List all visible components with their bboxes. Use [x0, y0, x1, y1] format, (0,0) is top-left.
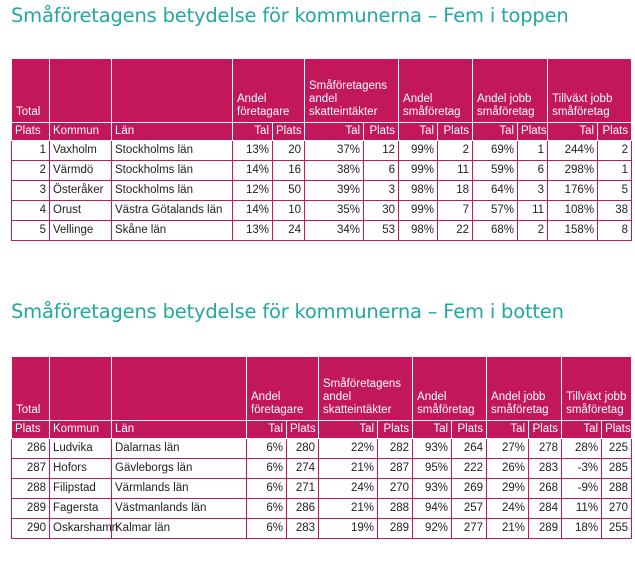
cell-jobb-tal: 27% — [487, 439, 529, 459]
cell-jobb-plats: 3 — [518, 181, 548, 201]
cell-smaforetag-tal: 95% — [413, 459, 452, 479]
cell-skatt-tal: 35% — [305, 201, 364, 221]
cell-foretagare-tal: 6% — [247, 459, 287, 479]
subheader-plats: Plats — [438, 123, 473, 141]
cell-tillvaxt-tal: 158% — [548, 221, 598, 241]
cell-kommun: Orust — [50, 201, 112, 221]
cell-lan: Stockholms län — [112, 181, 233, 201]
cell-skatt-plats: 6 — [364, 161, 399, 181]
subheader-tal: Tal — [473, 123, 518, 141]
cell-jobb-tal: 68% — [473, 221, 518, 241]
table-row — [12, 201, 632, 221]
cell-smaforetag-plats: 18 — [438, 181, 473, 201]
subheader-lan: Län — [112, 421, 247, 439]
header-tillvaxt: Tillväxt jobb småföretag — [562, 357, 632, 421]
cell-jobb-plats: 278 — [529, 439, 562, 459]
cell-tillvaxt-plats: 288 — [602, 479, 632, 499]
cell-foretagare-plats: 10 — [273, 201, 305, 221]
bottom-table-body — [12, 439, 632, 539]
cell-smaforetag-plats: 11 — [438, 161, 473, 181]
cell-tillvaxt-tal: 28% — [562, 439, 602, 459]
subheader-plats: Plats — [529, 421, 562, 439]
cell-smaforetag-plats: 269 — [452, 479, 487, 499]
cell-lan: Kalmar län — [112, 519, 247, 539]
cell-foretagare-plats: 271 — [287, 479, 319, 499]
subheader-kommun: Kommun — [50, 421, 112, 439]
cell-smaforetag-plats: 277 — [452, 519, 487, 539]
subheader-plats: Plats — [452, 421, 487, 439]
cell-jobb-plats: 6 — [518, 161, 548, 181]
cell-foretagare-plats: 286 — [287, 499, 319, 519]
cell-smaforetag-plats: 7 — [438, 201, 473, 221]
header-andel-jobb: Andel jobb småföretag — [487, 357, 562, 421]
cell-kommun: Filipstad — [50, 479, 112, 499]
table-row — [12, 479, 632, 499]
cell-tillvaxt-plats: 38 — [598, 201, 632, 221]
cell-jobb-plats: 2 — [518, 221, 548, 241]
cell-kommun: Fagersta — [50, 499, 112, 519]
cell-tillvaxt-plats: 225 — [602, 439, 632, 459]
cell-tillvaxt-tal: 108% — [548, 201, 598, 221]
cell-tillvaxt-tal: 298% — [548, 161, 598, 181]
cell-lan: Gävleborgs län — [112, 459, 247, 479]
cell-jobb-tal: 24% — [487, 499, 529, 519]
section-title-top: Småföretagens betydelse för kommunerna – Fem i toppen — [11, 4, 569, 27]
subheader-plats: Plats — [378, 421, 413, 439]
header-blank-kommun — [50, 59, 112, 123]
subheader-plats: Plats — [598, 123, 632, 141]
header-tillvaxt: Tillväxt jobb småföretag — [548, 59, 632, 123]
cell-skatt-plats: 289 — [378, 519, 413, 539]
cell-tillvaxt-tal: 176% — [548, 181, 598, 201]
subheader-tal: Tal — [233, 123, 273, 141]
header-blank-kommun — [50, 357, 112, 421]
cell-foretagare-tal: 12% — [233, 181, 273, 201]
table-row — [12, 141, 632, 161]
table-row — [12, 161, 632, 181]
cell-smaforetag-plats: 222 — [452, 459, 487, 479]
cell-skatt-tal: 39% — [305, 181, 364, 201]
cell-jobb-plats: 284 — [529, 499, 562, 519]
cell-total-plats: 286 — [12, 439, 50, 459]
cell-foretagare-plats: 274 — [287, 459, 319, 479]
cell-tillvaxt-plats: 2 — [598, 141, 632, 161]
cell-jobb-plats: 268 — [529, 479, 562, 499]
cell-lan: Västra Götalands län — [112, 201, 233, 221]
cell-kommun: Vellinge — [50, 221, 112, 241]
cell-tillvaxt-plats: 255 — [602, 519, 632, 539]
subheader-kommun: Kommun — [50, 123, 112, 141]
subheader-plats: Plats — [12, 421, 50, 439]
cell-total-plats: 1 — [12, 141, 50, 161]
cell-tillvaxt-plats: 285 — [602, 459, 632, 479]
cell-skatt-plats: 53 — [364, 221, 399, 241]
cell-foretagare-plats: 20 — [273, 141, 305, 161]
cell-skatt-plats: 282 — [378, 439, 413, 459]
subheader-tal: Tal — [247, 421, 287, 439]
cell-skatt-tal: 22% — [319, 439, 378, 459]
header-andel-smaforetag: Andel småföretag — [399, 59, 473, 123]
subheader-lan: Län — [112, 123, 233, 141]
section-title-bottom: Småföretagens betydelse för kommunerna – Fem i botten — [11, 300, 564, 323]
cell-jobb-plats: 283 — [529, 459, 562, 479]
cell-tillvaxt-plats: 8 — [598, 221, 632, 241]
cell-foretagare-tal: 14% — [233, 161, 273, 181]
subheader-tal: Tal — [305, 123, 364, 141]
cell-tillvaxt-tal: 244% — [548, 141, 598, 161]
cell-skatt-plats: 287 — [378, 459, 413, 479]
subheader-tal: Tal — [399, 123, 438, 141]
cell-jobb-tal: 21% — [487, 519, 529, 539]
subheader-tal: Tal — [562, 421, 602, 439]
cell-tillvaxt-tal: -3% — [562, 459, 602, 479]
cell-foretagare-tal: 6% — [247, 479, 287, 499]
cell-tillvaxt-tal: -9% — [562, 479, 602, 499]
cell-total-plats: 3 — [12, 181, 50, 201]
cell-foretagare-tal: 6% — [247, 519, 287, 539]
cell-lan: Stockholms län — [112, 161, 233, 181]
table-row — [12, 221, 632, 241]
cell-jobb-plats: 1 — [518, 141, 548, 161]
cell-kommun: Oskarshamn — [50, 519, 112, 539]
subheader-plats: Plats — [518, 123, 548, 141]
cell-jobb-tal: 29% — [487, 479, 529, 499]
header-skatteintakter: Småföretagens andel skatteintäkter — [305, 59, 399, 123]
cell-jobb-tal: 69% — [473, 141, 518, 161]
cell-skatt-tal: 24% — [319, 479, 378, 499]
cell-tillvaxt-plats: 1 — [598, 161, 632, 181]
table-row — [12, 181, 632, 201]
cell-foretagare-plats: 16 — [273, 161, 305, 181]
cell-skatt-plats: 30 — [364, 201, 399, 221]
cell-smaforetag-plats: 22 — [438, 221, 473, 241]
cell-total-plats: 289 — [12, 499, 50, 519]
cell-total-plats: 287 — [12, 459, 50, 479]
cell-lan: Västmanlands län — [112, 499, 247, 519]
cell-smaforetag-tal: 93% — [413, 439, 452, 459]
cell-smaforetag-tal: 99% — [399, 201, 438, 221]
header-andel-foretagare: Andel företagare — [247, 357, 319, 421]
cell-skatt-tal: 21% — [319, 459, 378, 479]
table-row — [12, 519, 632, 539]
cell-kommun: Värmdö — [50, 161, 112, 181]
cell-kommun: Vaxholm — [50, 141, 112, 161]
cell-lan: Skåne län — [112, 221, 233, 241]
cell-foretagare-plats: 50 — [273, 181, 305, 201]
cell-total-plats: 288 — [12, 479, 50, 499]
cell-smaforetag-tal: 99% — [399, 161, 438, 181]
cell-smaforetag-plats: 264 — [452, 439, 487, 459]
cell-tillvaxt-plats: 270 — [602, 499, 632, 519]
subheader-plats: Plats — [364, 123, 399, 141]
cell-lan: Dalarnas län — [112, 439, 247, 459]
bottom-five-table — [11, 356, 632, 539]
subheader-tal: Tal — [548, 123, 598, 141]
cell-tillvaxt-tal: 11% — [562, 499, 602, 519]
header-skatteintakter: Småföretagens andel skatteintäkter — [319, 357, 413, 421]
cell-jobb-plats: 11 — [518, 201, 548, 221]
cell-smaforetag-tal: 93% — [413, 479, 452, 499]
header-andel-smaforetag: Andel småföretag — [413, 357, 487, 421]
cell-kommun: Österåker — [50, 181, 112, 201]
cell-jobb-tal: 64% — [473, 181, 518, 201]
cell-foretagare-tal: 14% — [233, 201, 273, 221]
subheader-plats: Plats — [12, 123, 50, 141]
cell-total-plats: 290 — [12, 519, 50, 539]
header-andel-jobb: Andel jobb småföretag — [473, 59, 548, 123]
cell-jobb-plats: 289 — [529, 519, 562, 539]
top-table-body — [12, 141, 632, 241]
cell-skatt-tal: 38% — [305, 161, 364, 181]
subheader-tal: Tal — [319, 421, 378, 439]
header-blank-lan — [112, 357, 247, 421]
top-five-table — [11, 58, 632, 241]
subheader-tal: Tal — [413, 421, 452, 439]
cell-smaforetag-tal: 94% — [413, 499, 452, 519]
cell-skatt-plats: 288 — [378, 499, 413, 519]
cell-smaforetag-tal: 99% — [399, 141, 438, 161]
table-row — [12, 459, 632, 479]
cell-foretagare-plats: 283 — [287, 519, 319, 539]
cell-jobb-tal: 26% — [487, 459, 529, 479]
cell-skatt-tal: 19% — [319, 519, 378, 539]
cell-kommun: Ludvika — [50, 439, 112, 459]
cell-total-plats: 4 — [12, 201, 50, 221]
table-row — [12, 439, 632, 459]
cell-lan: Stockholms län — [112, 141, 233, 161]
cell-foretagare-tal: 6% — [247, 499, 287, 519]
cell-skatt-plats: 270 — [378, 479, 413, 499]
cell-total-plats: 5 — [12, 221, 50, 241]
cell-foretagare-tal: 6% — [247, 439, 287, 459]
cell-skatt-tal: 37% — [305, 141, 364, 161]
header-andel-foretagare: Andel företagare — [233, 59, 305, 123]
table-row — [12, 499, 632, 519]
header-blank-lan — [112, 59, 233, 123]
subheader-plats: Plats — [602, 421, 632, 439]
cell-smaforetag-plats: 257 — [452, 499, 487, 519]
subheader-tal: Tal — [487, 421, 529, 439]
header-total: Total — [12, 357, 50, 421]
header-total: Total — [12, 59, 50, 123]
cell-skatt-tal: 21% — [319, 499, 378, 519]
cell-smaforetag-tal: 92% — [413, 519, 452, 539]
subheader-plats: Plats — [287, 421, 319, 439]
cell-skatt-plats: 3 — [364, 181, 399, 201]
cell-skatt-plats: 12 — [364, 141, 399, 161]
cell-skatt-tal: 34% — [305, 221, 364, 241]
cell-tillvaxt-plats: 5 — [598, 181, 632, 201]
subheader-plats: Plats — [273, 123, 305, 141]
cell-foretagare-tal: 13% — [233, 221, 273, 241]
cell-lan: Värmlands län — [112, 479, 247, 499]
cell-kommun: Hofors — [50, 459, 112, 479]
cell-jobb-tal: 59% — [473, 161, 518, 181]
cell-tillvaxt-tal: 18% — [562, 519, 602, 539]
cell-total-plats: 2 — [12, 161, 50, 181]
cell-smaforetag-tal: 98% — [399, 181, 438, 201]
cell-smaforetag-tal: 98% — [399, 221, 438, 241]
cell-jobb-tal: 57% — [473, 201, 518, 221]
cell-foretagare-plats: 280 — [287, 439, 319, 459]
cell-foretagare-plats: 24 — [273, 221, 305, 241]
cell-smaforetag-plats: 2 — [438, 141, 473, 161]
cell-foretagare-tal: 13% — [233, 141, 273, 161]
